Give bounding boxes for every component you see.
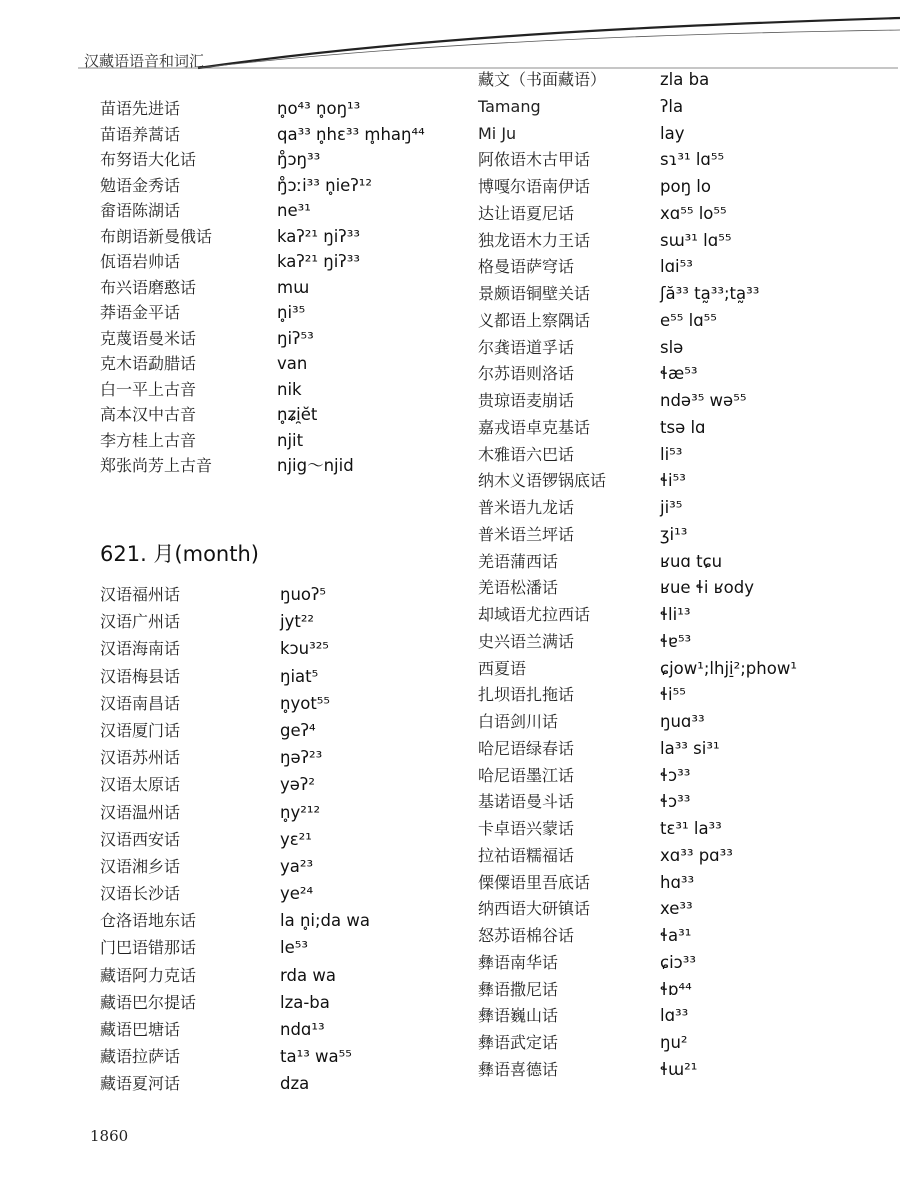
language-name: 藏语阿力克话 bbox=[100, 965, 197, 985]
word-form: ji³⁵ bbox=[660, 498, 683, 517]
word-form: lay bbox=[660, 123, 685, 143]
word-form: van bbox=[277, 354, 308, 373]
word-form: n̥ʑi̯ĕt bbox=[277, 405, 318, 424]
word-form: xe³³ bbox=[660, 899, 693, 919]
language-name: 扎坝语扎拖话 bbox=[478, 685, 575, 705]
language-name: 白一平上古音 bbox=[100, 379, 197, 399]
language-name: 阿侬语木古甲话 bbox=[478, 150, 591, 170]
word-form: ŋiʔ⁵³ bbox=[277, 328, 314, 348]
language-name: 怒苏语棉谷话 bbox=[478, 926, 575, 945]
word-form: yɛ²¹ bbox=[280, 829, 312, 849]
language-name: 汉语梅县话 bbox=[100, 666, 181, 686]
word-form: tsə lɑ bbox=[660, 417, 706, 437]
word-form: ndɑ¹³ bbox=[280, 1020, 325, 1039]
page-number: 1860 bbox=[90, 1127, 129, 1145]
language-name: 汉语温州话 bbox=[100, 802, 181, 822]
language-name: 藏语拉萨话 bbox=[100, 1047, 181, 1067]
language-name: 景颇语铜壁关话 bbox=[478, 284, 591, 303]
word-form: ŋuɑ³³ bbox=[660, 712, 705, 731]
word-form: slə bbox=[660, 337, 684, 357]
language-name: 布朗语新曼俄话 bbox=[100, 226, 213, 246]
word-form: ɬɒ⁴⁴ bbox=[660, 979, 692, 999]
language-name: 彝语喜德话 bbox=[478, 1059, 559, 1079]
language-name: 汉语太原话 bbox=[100, 775, 181, 795]
word-form: lza-ba bbox=[280, 992, 330, 1012]
word-form: e⁵⁵ lɑ⁵⁵ bbox=[660, 310, 717, 330]
word-form: ɬɔ³³ bbox=[660, 792, 691, 812]
word-form: geʔ⁴ bbox=[280, 720, 316, 740]
word-form: ʔla bbox=[660, 96, 684, 116]
language-name: 西夏语 bbox=[478, 658, 527, 678]
language-name: 汉语长沙话 bbox=[100, 884, 181, 904]
language-name: 拉祜语糯福话 bbox=[478, 845, 575, 865]
word-form: ŋiat⁵ bbox=[280, 666, 319, 686]
language-name: 博嘎尔语南伊话 bbox=[478, 177, 591, 196]
language-name: 汉语福州话 bbox=[100, 585, 181, 604]
word-form: ŋuoʔ⁵ bbox=[280, 585, 327, 604]
language-name: 基诺语曼斗话 bbox=[478, 792, 575, 812]
language-name: 彝语撒尼话 bbox=[478, 979, 559, 999]
language-name: 苗语养蒿话 bbox=[100, 124, 181, 144]
word-form: sɯ³¹ lɑ⁵⁵ bbox=[660, 230, 732, 250]
language-name: 纳西语大研镇话 bbox=[478, 899, 591, 919]
word-form: zla ba bbox=[660, 70, 710, 89]
language-name: 彝语巍山话 bbox=[478, 1006, 559, 1026]
word-form: tɛ³¹ la³³ bbox=[660, 819, 722, 838]
word-form: ɕjow¹;lhji̠²;phow¹ bbox=[660, 658, 797, 678]
language-name: 普米语兰坪话 bbox=[478, 524, 575, 544]
language-name: 白语剑川话 bbox=[478, 712, 559, 731]
word-form: ŋu² bbox=[660, 1033, 688, 1052]
word-form: ʒi¹³ bbox=[660, 524, 688, 544]
word-form: kaʔ²¹ ŋiʔ³³ bbox=[277, 226, 360, 246]
language-name: 苗语先进话 bbox=[100, 99, 181, 118]
word-form: ʁuɑ tɕu bbox=[660, 551, 723, 571]
language-name: 畲语陈湖话 bbox=[100, 201, 181, 220]
word-form: ɬɔ³³ bbox=[660, 765, 691, 785]
word-form: ɬæ⁵³ bbox=[660, 364, 698, 384]
language-name: 佤语岩帅话 bbox=[100, 252, 181, 271]
word-form: ɬi⁵³ bbox=[660, 471, 686, 491]
word-form: n̥y²¹² bbox=[280, 802, 321, 822]
language-name: 羌语蒲西话 bbox=[478, 551, 559, 571]
word-form: ya²³ bbox=[280, 856, 314, 876]
word-form: ɬi⁵⁵ bbox=[660, 685, 686, 705]
language-name: 布兴语磨憨话 bbox=[100, 277, 197, 297]
language-name: 卡卓语兴蒙话 bbox=[478, 819, 575, 838]
word-form: ɬɯ²¹ bbox=[660, 1059, 698, 1079]
language-name: 藏语巴塘话 bbox=[100, 1020, 181, 1039]
word-form: n̥o⁴³ n̥oŋ¹³ bbox=[277, 99, 361, 118]
language-name: 汉语湘乡话 bbox=[100, 856, 181, 876]
word-form: ʁue ɬi ʁody bbox=[660, 578, 754, 598]
word-form: le⁵³ bbox=[280, 938, 308, 958]
language-name: 高本汉中古音 bbox=[100, 405, 197, 424]
word-form: lɑi⁵³ bbox=[660, 257, 693, 277]
word-form: qa³³ n̥hɛ³³ m̥haŋ⁴⁴ bbox=[277, 124, 425, 144]
language-name: Mi Ju bbox=[478, 123, 517, 143]
word-form: ta¹³ wa⁵⁵ bbox=[280, 1047, 352, 1067]
language-name: 汉语南昌话 bbox=[100, 693, 181, 713]
language-name: 史兴语兰满话 bbox=[478, 631, 575, 651]
word-form: ne³¹ bbox=[277, 201, 311, 220]
word-form: ŋ̊ɔːi³³ n̥ieʔ¹² bbox=[277, 175, 372, 195]
word-form: ɕiɔ³³ bbox=[660, 952, 696, 972]
language-name: 彝语南华话 bbox=[478, 952, 559, 972]
running-head: 汉藏语语音和词汇 bbox=[84, 52, 205, 70]
language-name: 汉语海南话 bbox=[100, 639, 181, 659]
language-name: 布努语大化话 bbox=[100, 150, 197, 169]
language-name: 藏文（书面藏语） bbox=[478, 70, 607, 89]
language-name: 勉语金秀话 bbox=[100, 175, 181, 195]
word-form: lɑ³³ bbox=[660, 1006, 689, 1026]
language-name: 格曼语萨穹话 bbox=[478, 257, 575, 277]
word-form: yəʔ² bbox=[280, 775, 315, 795]
language-name: 汉语厦门话 bbox=[100, 720, 181, 740]
language-name: 义都语上察隅话 bbox=[478, 310, 591, 330]
language-name: 仓洛语地东话 bbox=[100, 911, 197, 931]
language-name: 哈尼语墨江话 bbox=[478, 765, 575, 785]
word-form: hɑ³³ bbox=[660, 872, 695, 892]
language-name: 贵琼语麦崩话 bbox=[478, 391, 575, 410]
language-name: 普米语九龙话 bbox=[478, 498, 575, 517]
word-form: li⁵³ bbox=[660, 444, 683, 464]
word-form: ɬɐ⁵³ bbox=[660, 631, 692, 651]
language-name: 尔龚语道孚话 bbox=[478, 337, 575, 357]
language-name: 独龙语木力王话 bbox=[478, 230, 591, 250]
language-name: 克蔑语曼米话 bbox=[100, 328, 197, 348]
language-name: 克木语勐腊话 bbox=[100, 354, 197, 373]
language-name: 却域语尤拉西话 bbox=[478, 605, 591, 624]
language-name: 嘉戎语卓克基话 bbox=[478, 417, 591, 437]
language-name: 傈僳语里吾底话 bbox=[478, 872, 591, 892]
language-name: 汉语苏州话 bbox=[100, 748, 181, 768]
word-form: ye²⁴ bbox=[280, 884, 314, 904]
language-name: 尔苏语则洛话 bbox=[478, 364, 575, 384]
language-name: 木雅语六巴话 bbox=[478, 444, 575, 464]
language-name: 藏语夏河话 bbox=[100, 1074, 181, 1094]
word-form: ʃă³³ ta̰³³;ta̰³³ bbox=[660, 284, 760, 303]
word-form: ŋəʔ²³ bbox=[280, 748, 323, 768]
language-name: 汉语西安话 bbox=[100, 829, 181, 849]
word-form: poŋ lo bbox=[660, 177, 711, 196]
word-form: jyt²² bbox=[280, 612, 315, 632]
word-form: ndə³⁵ wə⁵⁵ bbox=[660, 391, 747, 410]
word-form: ŋ̊ɔŋ³³ bbox=[277, 150, 321, 169]
word-form: nik bbox=[277, 379, 302, 399]
word-form: njig～njid bbox=[277, 456, 354, 475]
language-name: 李方桂上古音 bbox=[100, 430, 197, 450]
word-form: n̥i³⁵ bbox=[277, 303, 306, 322]
word-form: njit bbox=[277, 430, 304, 450]
language-name: 达让语夏尼话 bbox=[478, 203, 575, 223]
word-form: la³³ si³¹ bbox=[660, 738, 720, 758]
word-form: ɬli¹³ bbox=[660, 605, 691, 624]
language-name: 羌语松潘话 bbox=[478, 578, 559, 598]
language-name: 门巴语错那话 bbox=[100, 938, 197, 958]
word-form: xɑ⁵⁵ lo⁵⁵ bbox=[660, 203, 727, 223]
language-name: 哈尼语绿春话 bbox=[478, 738, 575, 758]
language-name: 郑张尚芳上古音 bbox=[100, 456, 213, 475]
word-form: kaʔ²¹ ŋiʔ³³ bbox=[277, 252, 360, 271]
word-form: ɬa³¹ bbox=[660, 926, 692, 945]
language-name: 汉语广州话 bbox=[100, 612, 181, 632]
section-title: 621. 月(month) bbox=[100, 542, 259, 566]
word-form: rda wa bbox=[280, 965, 336, 985]
language-name: Tamang bbox=[478, 96, 541, 116]
word-form: kɔu³²⁵ bbox=[280, 639, 329, 659]
word-form: n̥yot⁵⁵ bbox=[280, 693, 331, 713]
language-name: 纳木义语锣锅底话 bbox=[478, 471, 607, 491]
word-form: xɑ³³ pɑ³³ bbox=[660, 845, 733, 865]
word-form: sɿ³¹ lɑ⁵⁵ bbox=[660, 150, 725, 170]
word-form: mɯ bbox=[277, 277, 310, 297]
word-form: dza bbox=[280, 1074, 310, 1094]
language-name: 藏语巴尔提话 bbox=[100, 992, 197, 1012]
language-name: 莽语金平话 bbox=[100, 303, 181, 322]
word-form: la n̥i;da wa bbox=[280, 911, 370, 931]
language-name: 彝语武定话 bbox=[478, 1033, 559, 1052]
